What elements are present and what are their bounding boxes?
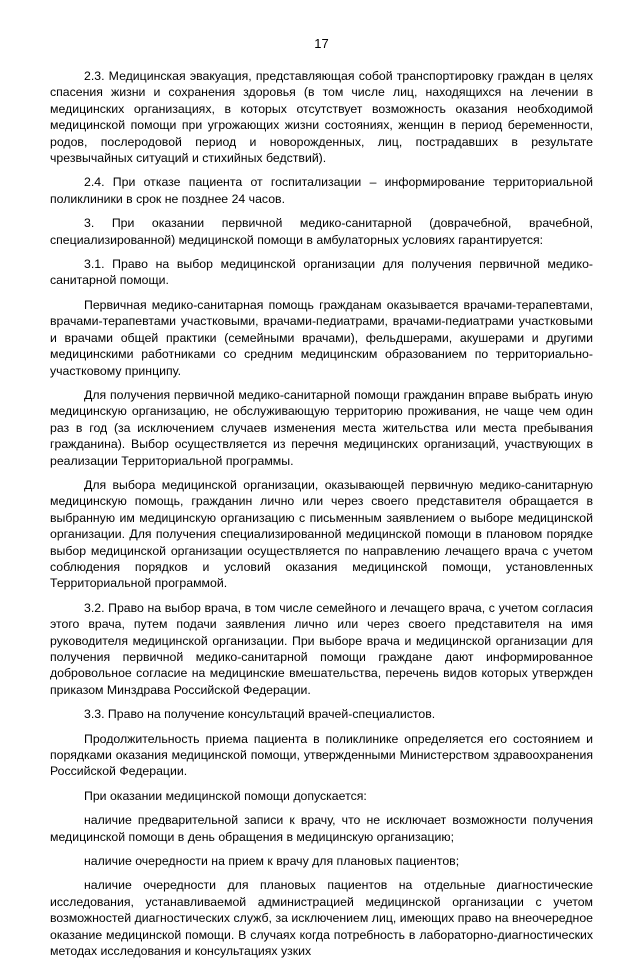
paragraph-3-2-choice-of-doctor: 3.2. Право на выбор врача, в том числе семейного и лечащего врача, с учетом согласия этого врача, путем подачи заявления лично или через своего представителя на имя руководителя медицинской организации. При выборе врача и медицинской организации для получения первичной медико-санитарной помощи граждане дают информированное добровольное согласие на медицинские вмешательства, перечень видов которых утвержден приказом Минздрава Российской Федерации. bbox=[50, 600, 593, 697]
paragraph-pre-registration: наличие предварительной записи к врачу, что не исключает возможности получения медицинской помощи в день обращения в медицинскую организацию; bbox=[50, 813, 593, 844]
paragraph-queue-for-diagnostics: наличие очередности для плановых пациентов на отдельные диагностические исследования, устанавливаемой администрацией медицинской организации с учетом возможностей диагностических служб, за исключением лиц, имеющих право на внеочередное оказание медицинской помощи. В случаях когда потребность в лабораторно-диагностических методах исследования и консультациях узких bbox=[50, 878, 593, 959]
paragraph-3-3-specialist-consultations: 3.3. Право на получение консультаций врачей-специалистов. bbox=[84, 707, 436, 722]
paragraph-3-1-choice-of-organization: 3.1. Право на выбор медицинской организации для получения первичной медико-санитарной помощи. bbox=[50, 257, 593, 288]
paragraph-2-4-hospitalization-refusal: 2.4. При отказе пациента от госпитализации – информирование территориальной поликлиники в срок не позднее 24 часов. bbox=[50, 175, 593, 206]
paragraph-choosing-other-organization: Для получения первичной медико-санитарной помощи гражданин вправе выбрать иную медицинскую организацию, не обслуживающую территорию проживания, не чаще чем один раз в год (за исключением случаев изменения места жительства или места пребывания гражданина). Выбор осуществляется из перечня медицинских организаций, участвующих в реализации Территориальной программы. bbox=[50, 387, 593, 468]
page-number: 17 bbox=[314, 36, 329, 51]
paragraph-appointment-duration: Продолжительность приема пациента в поликлинике определяется его состоянием и порядками оказания медицинской помощи, утвержденными Министерством здравоохранения Российской Федерации. bbox=[50, 731, 593, 779]
paragraph-primary-care-providers: Первичная медико-санитарная помощь гражданам оказывается врачами-терапевтами, врачами-терапевтами участковыми, врачами-педиатрами, врачами-педиатрами участковыми и врачами общей практики (семейными врачами), фельдшерами, акушерами и другими медицинскими работниками со средним медицинским образованием по территориально-участковому принципу. bbox=[50, 297, 593, 378]
paragraph-3-outpatient-guarantees: 3. При оказании первичной медико-санитарной (доврачебной, врачебной, специализированной) медицинской помощи в амбулаторных условиях гарантируется: bbox=[50, 216, 593, 247]
paragraph-permitted-intro: При оказании медицинской помощи допускается: bbox=[84, 788, 367, 803]
paragraph-2-3-medical-evacuation: 2.3. Медицинская эвакуация, представляющая собой транспортировку граждан в целях спасения жизни и сохранения здоровья (в том числе лиц, находящихся на лечении в медицинских организациях, в которых отсутствует возможность оказания необходимой медицинской помощи при угрожающих жизни состояниях, женщин в период беременности, родов, послеродовой период и новорожденных, лиц, пострадавших в результате чрезвычайных ситуаций и стихийных бедствий). bbox=[50, 69, 593, 166]
paragraph-choice-procedure: Для выбора медицинской организации, оказывающей первичную медико-санитарную медицинскую помощь, гражданин лично или через своего представителя обращается в выбранную им медицинскую организацию с письменным заявлением о выборе медицинской организации. Для получения специализированной медицинской помощи в плановом порядке выбор медицинской организации осуществляется по направлению лечащего врача с учетом соблюдения порядков и условий оказания медицинской помощи, установленных Территориальной программой. bbox=[50, 477, 593, 591]
paragraph-queue-for-appointments: наличие очередности на прием к врачу для плановых пациентов; bbox=[84, 854, 460, 869]
